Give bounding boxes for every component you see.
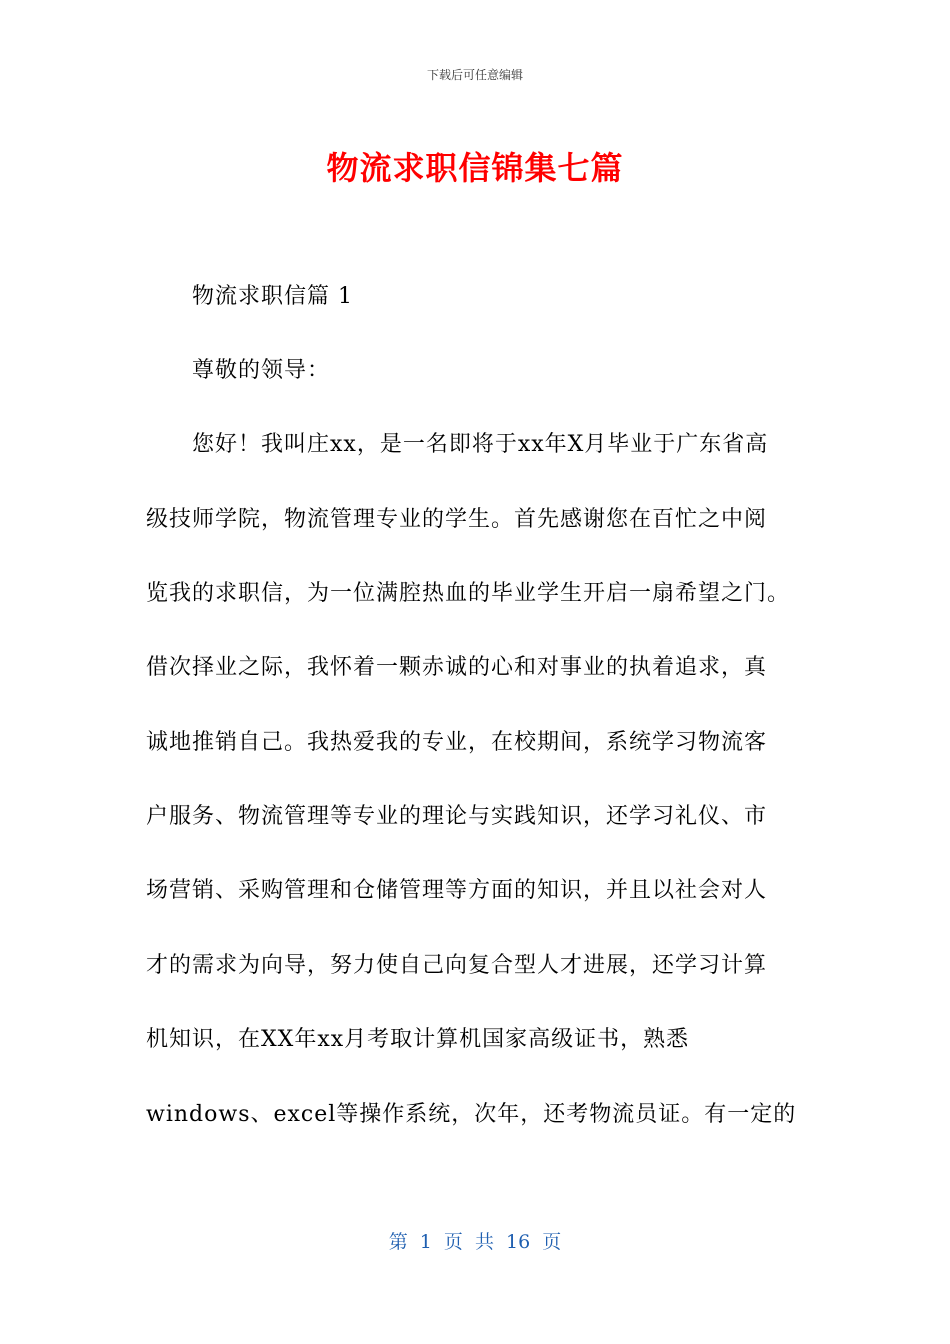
section-heading: 物流求职信篇 1 — [192, 284, 353, 309]
page-number-footer: 第 1 页 共 16 页 — [388, 1231, 562, 1253]
body-line: 场营销、采购管理和仓储管理等方面的知识，并且以社会对人 — [146, 878, 768, 903]
body-line: 户服务、物流管理等专业的理论与实践知识，还学习礼仪、市 — [146, 804, 768, 829]
body-line: 才的需求为向导，努力使自己向复合型人才进展，还学习计算 — [146, 953, 768, 978]
salutation: 尊敬的领导： — [192, 358, 331, 383]
header-note: 下载后可任意编辑 — [426, 68, 523, 82]
body-line: 借次择业之际，我怀着一颗赤诚的心和对事业的执着追求，真 — [146, 655, 768, 680]
body-line: windows、excel等操作系统，次年，还考物流员证。有一定的 — [146, 1102, 797, 1127]
body-line: 您好！我叫庄xx，是一名即将于xx年X月毕业于广东省高 — [192, 432, 769, 457]
body-line: 诚地推销自己。我热爱我的专业，在校期间，系统学习物流客 — [146, 730, 768, 755]
body-line: 机知识，在XX年xx月考取计算机国家高级证书，熟悉 — [146, 1027, 690, 1052]
body-line: 览我的求职信，为一位满腔热血的毕业学生开启一扇希望之门。 — [146, 581, 791, 606]
body-line: 级技师学院，物流管理专业的学生。首先感谢您在百忙之中阅 — [146, 507, 768, 532]
document-title: 物流求职信锦集七篇 — [326, 149, 624, 187]
